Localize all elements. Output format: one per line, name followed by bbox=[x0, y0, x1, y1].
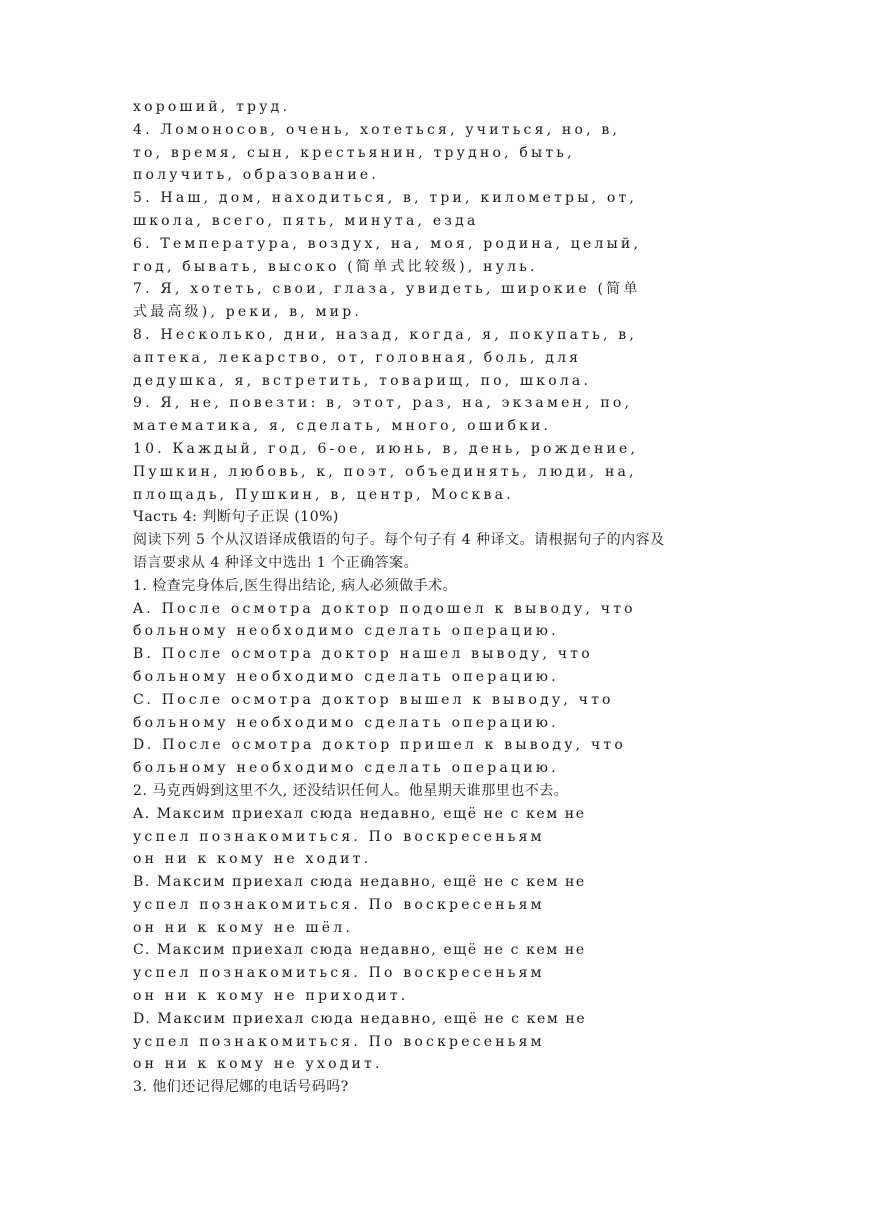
text-line: площадь, Пушкин, в, центр, Москва. bbox=[133, 486, 514, 503]
text-line: больному необходимо сделать операцию. bbox=[133, 668, 559, 685]
text-line: успел познакомиться. По воскресеньям bbox=[133, 1033, 545, 1050]
text-line: 10. Каждый, год, 6-ое, июнь, в, день, рождение, bbox=[133, 440, 639, 457]
text-line: 式最高级), реки, в, мир. bbox=[133, 304, 363, 321]
text-line: Часть 4: 判断句子正误 (10%) bbox=[133, 509, 339, 526]
document-page bbox=[133, 96, 753, 1099]
text-line: хороший, труд. bbox=[133, 99, 291, 115]
text-line: C. После осмотра доктор вышел к выводу, что bbox=[133, 691, 614, 708]
text-line: 阅读下列 5 个从汉语译成俄语的句子。每个句子有 4 种译文。请根据句子的内容及 bbox=[133, 532, 665, 549]
text-line: аптека, лекарство, от, головная, боль, для bbox=[133, 349, 582, 366]
text-line: школа, всего, пять, минута, езда bbox=[133, 212, 479, 229]
text-line: Пушкин, любовь, к, поэт, объединять, люди, на, bbox=[133, 463, 637, 480]
text-line: 3. 他们还记得尼娜的电话号码吗? bbox=[133, 1079, 349, 1096]
text-line: больному необходимо сделать операцию. bbox=[133, 623, 559, 640]
text-line: A. Максим приехал сюда недавно, ещё не с кем не bbox=[133, 805, 586, 822]
text-line: успел познакомиться. По воскресеньям bbox=[133, 828, 545, 845]
text-line: то, время, сын, крестьянин, трудно, быть, bbox=[133, 144, 575, 161]
text-line: он ни к кому не уходит. bbox=[133, 1056, 383, 1073]
text-line: больному необходимо сделать операцию. bbox=[133, 714, 559, 731]
text-line: 2. 马克西姆到这里不久, 还没结识任何人。他星期天谁那里也不去。 bbox=[133, 782, 569, 799]
text-line: больному необходимо сделать операцию. bbox=[133, 760, 559, 777]
text-line: 语言要求从 4 种译文中选出 1 个正确答案。 bbox=[133, 554, 419, 571]
text-line: C. Максим приехал сюда недавно, ещё не с кем не bbox=[133, 942, 586, 959]
text-line: 6. Температура, воздух, на, моя, родина, целый, bbox=[133, 235, 642, 252]
text-line: 9. Я, не, повезти: в, этот, раз, на, экзамен, по, bbox=[133, 395, 633, 412]
text-line: дедушка, я, встретить, товарищ, по, школа. bbox=[133, 372, 592, 389]
text-line: B. После осмотра доктор нашел выводу, что bbox=[133, 646, 593, 663]
text-line: D. Максим приехал сюда недавно, ещё не с кем не bbox=[133, 1010, 587, 1027]
text-line: год, бывать, высоко (简单式比较级), нуль. bbox=[133, 258, 538, 275]
text-line: математика, я, сделать, много, ошибки. bbox=[133, 418, 552, 435]
text-line: 7. Я, хотеть, свои, глаза, увидеть, широкие (简单 bbox=[133, 281, 641, 298]
text-line: 5. Наш, дом, находиться, в, три, километры, от, bbox=[133, 190, 638, 207]
text-line: успел познакомиться. По воскресеньям bbox=[133, 965, 545, 982]
text-line: он ни к кому не ходит. bbox=[133, 851, 372, 868]
text-line: 8. Несколько, дни, назад, когда, я, покупать, в, bbox=[133, 326, 638, 343]
text-line: D. После осмотра доктор пришел к выводу, что bbox=[133, 737, 627, 754]
text-line: B. Максим приехал сюда недавно, ещё не с кем не bbox=[133, 874, 586, 891]
text-line: успел познакомиться. По воскресеньям bbox=[133, 896, 545, 913]
text-line: получить, образование. bbox=[133, 167, 380, 184]
text-line: 1. 检查完身体后,医生得出结论, 病人必须做手术。 bbox=[133, 577, 458, 594]
text-line: он ни к кому не шёл. bbox=[133, 919, 353, 936]
text-line: он ни к кому не приходит. bbox=[133, 988, 409, 1005]
text-line: A. После осмотра доктор подошел к выводу, что bbox=[133, 600, 636, 617]
text-line: 4. Ломоносов, очень, хотеться, учиться, но, в, bbox=[133, 121, 621, 138]
